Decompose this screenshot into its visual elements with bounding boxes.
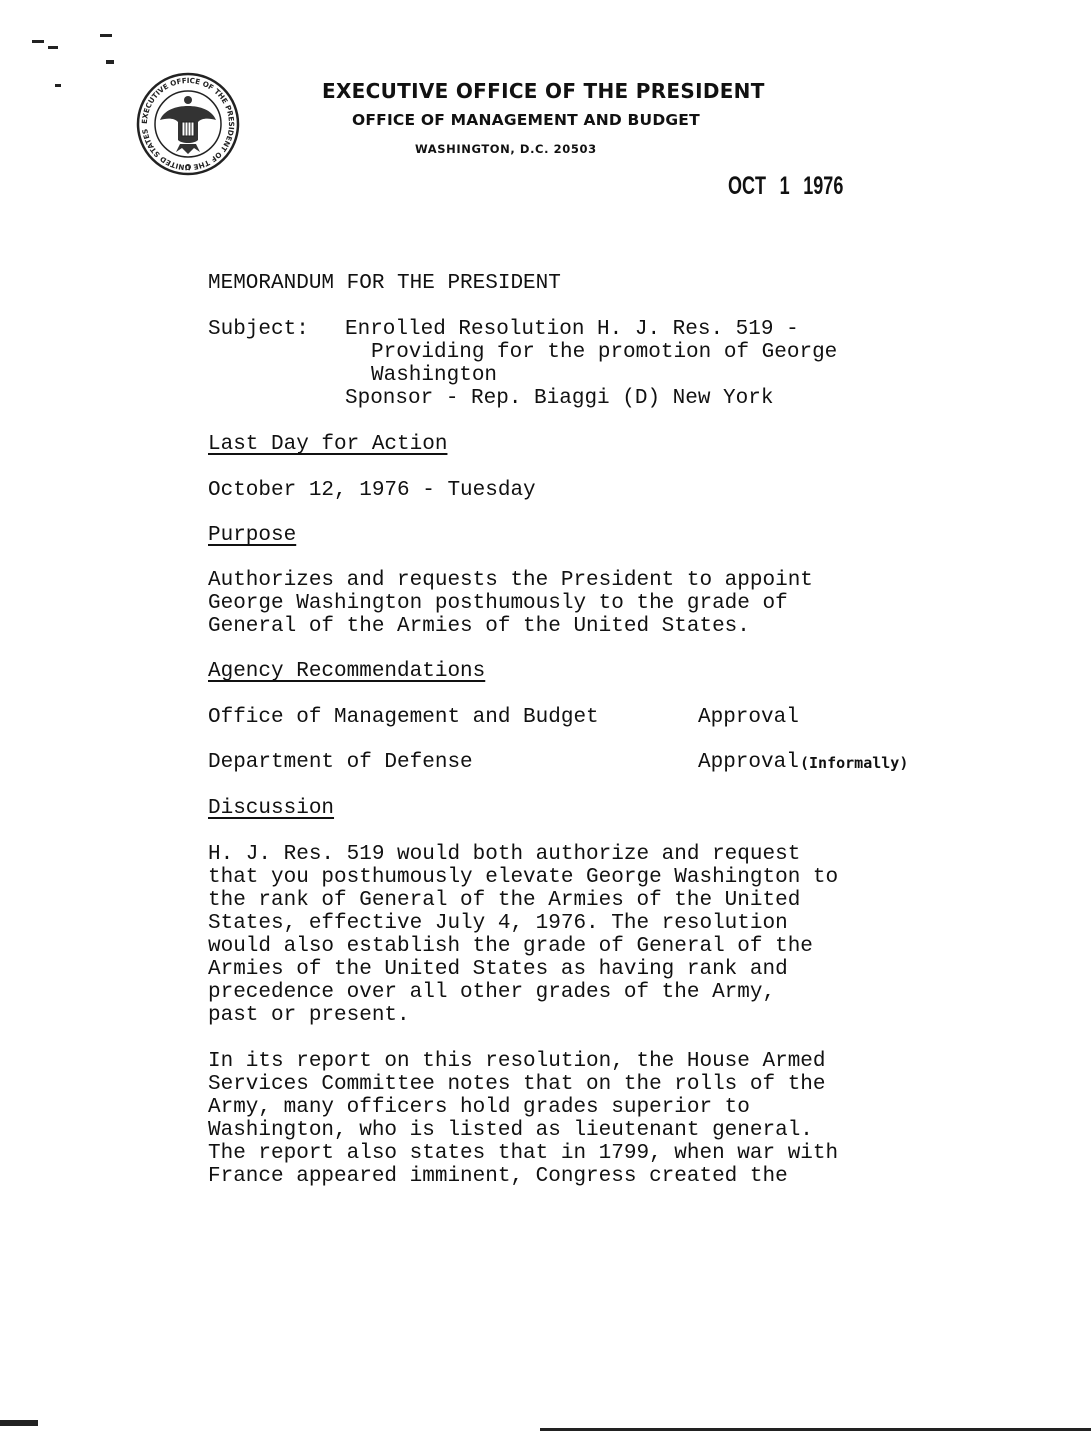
discussion-line: Services Committee notes that on the rolls of the xyxy=(208,1073,826,1096)
discussion-line: would also establish the grade of General of the xyxy=(208,935,813,958)
scan-mark xyxy=(106,60,114,64)
subject-label: Subject: xyxy=(208,318,309,341)
discussion-line: States, effective July 4, 1976. The resolution xyxy=(208,912,788,935)
agency-name: Department of Defense xyxy=(208,751,473,774)
date-stamp: OCT 1 1976 xyxy=(728,172,844,200)
purpose-line: General of the Armies of the United States. xyxy=(208,615,750,638)
discussion-line: precedence over all other grades of the Army, xyxy=(208,981,776,1004)
subject-line: Providing for the promotion of George xyxy=(371,341,838,364)
discussion-line: France appeared imminent, Congress created the xyxy=(208,1165,788,1188)
discussion-line: Army, many officers hold grades superior to xyxy=(208,1096,750,1119)
discussion-line: the rank of General of the Armies of the United xyxy=(208,889,801,912)
letterhead-office: OFFICE OF MANAGEMENT AND BUDGET xyxy=(352,111,700,129)
letterhead-title: EXECUTIVE OFFICE OF THE PRESIDENT xyxy=(322,79,765,103)
scan-mark xyxy=(48,46,58,49)
agency-recommendation: Approval xyxy=(698,751,799,774)
last-day-text: October 12, 1976 - Tuesday xyxy=(208,479,536,502)
letterhead-address: WASHINGTON, D.C. 20503 xyxy=(415,142,597,156)
discussion-line: that you posthumously elevate George Washington to xyxy=(208,866,839,889)
subject-line: Enrolled Resolution H. J. Res. 519 - xyxy=(345,318,799,341)
seal-text: EXECUTIVE OFFICE OF THE PRESIDENT OF THE UNITED STATES xyxy=(139,75,237,173)
discussion-heading: Discussion xyxy=(208,797,335,820)
presidential-seal-icon xyxy=(136,72,240,176)
scan-mark xyxy=(540,1428,1091,1431)
purpose-heading: Purpose xyxy=(208,524,297,547)
discussion-line: past or present. xyxy=(208,1004,410,1027)
subject-line: Washington xyxy=(371,364,498,387)
agency-recommendation: Approval xyxy=(698,706,799,729)
memo-to: MEMORANDUM FOR THE PRESIDENT xyxy=(208,272,561,295)
discussion-line: The report also states that in 1799, when war with xyxy=(208,1142,839,1165)
scan-mark xyxy=(55,84,61,87)
discussion-line: Armies of the United States as having rank and xyxy=(208,958,788,981)
scan-mark xyxy=(100,34,112,37)
agency-note: (Informally) xyxy=(800,754,909,772)
sponsor-line: Sponsor - Rep. Biaggi (D) New York xyxy=(345,387,774,410)
discussion-line: Washington, who is listed as lieutenant general. xyxy=(208,1119,813,1142)
discussion-line: H. J. Res. 519 would both authorize and request xyxy=(208,843,801,866)
last-day-heading: Last Day for Action xyxy=(208,433,448,456)
discussion-line: In its report on this resolution, the House Armed xyxy=(208,1050,826,1073)
scan-mark xyxy=(0,1420,38,1426)
purpose-line: Authorizes and requests the President to appoint xyxy=(208,569,813,592)
purpose-line: George Washington posthumously to the grade of xyxy=(208,592,788,615)
agency-heading: Agency Recommendations xyxy=(208,660,486,683)
scan-mark xyxy=(32,40,44,43)
agency-name: Office of Management and Budget xyxy=(208,706,599,729)
